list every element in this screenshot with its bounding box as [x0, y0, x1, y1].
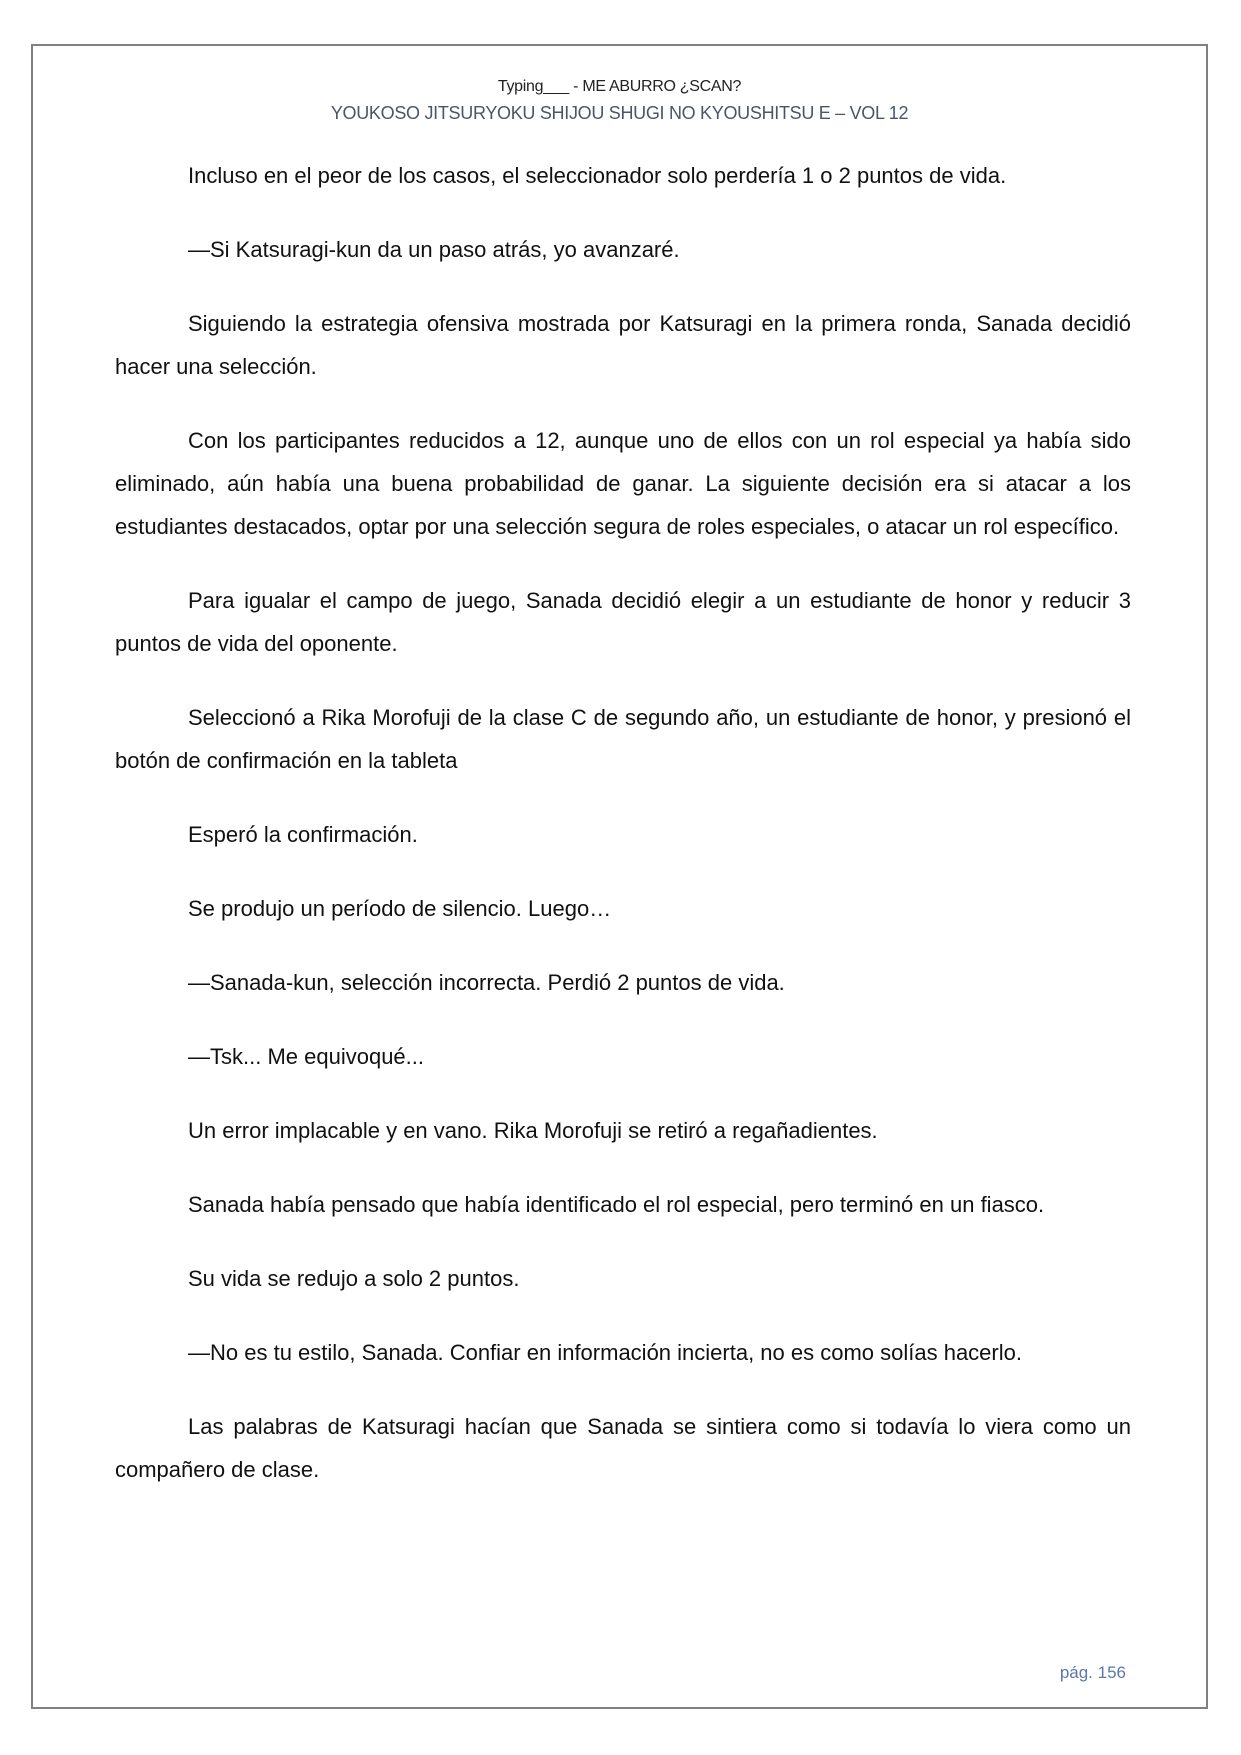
paragraph: Las palabras de Katsuragi hacían que Sanada se sintiera como si todavía lo viera como un compañero de clase. — [115, 1414, 1131, 1482]
paragraph: Siguiendo la estrategia ofensiva mostrada por Katsuragi en la primera ronda, Sanada decidió hacer una selección. — [115, 311, 1131, 379]
body-text — [115, 154, 1131, 1522]
header-credit: Typing___ - ME ABURRO ¿SCAN? — [497, 78, 742, 95]
header-title: YOUKOSO JITSURYOKU SHIJOU SHUGI NO KYOUSHITSU E – VOL 12 — [330, 103, 909, 123]
paragraph: Para igualar el campo de juego, Sanada decidió elegir a un estudiante de honor y reducir 3 puntos de vida del oponente. — [115, 588, 1131, 656]
page-number: pág. 156 — [1059, 1663, 1126, 1682]
paragraph: Un error implacable y en vano. Rika Morofuji se retiró a regañadientes. — [188, 1118, 878, 1143]
paragraph: —Si Katsuragi-kun da un paso atrás, yo avanzaré. — [188, 237, 680, 262]
document-page — [31, 44, 1208, 1709]
paragraph: Seleccionó a Rika Morofuji de la clase C de segundo año, un estudiante de honor, y presionó el botón de confirmación en la tableta — [115, 705, 1131, 773]
paragraph: Esperó la confirmación. — [188, 822, 418, 847]
paragraph: Incluso en el peor de los casos, el seleccionador solo perdería 1 o 2 puntos de vida. — [188, 163, 1007, 188]
paragraph: Sanada había pensado que había identificado el rol especial, pero terminó en un fiasco. — [188, 1192, 1045, 1217]
paragraph: —Sanada-kun, selección incorrecta. Perdió 2 puntos de vida. — [188, 970, 785, 995]
paragraph: Con los participantes reducidos a 12, aunque uno de ellos con un rol especial ya había sido eliminado, aún había una buena probabilidad de ganar. La siguiente decisión era si atacar a los estudiantes destacados, optar por una selección segura de roles especiales, o atacar un rol específico. — [115, 428, 1131, 539]
paragraph: —Tsk... Me equivoqué... — [188, 1044, 424, 1069]
paragraph: —No es tu estilo, Sanada. Confiar en información incierta, no es como solías hacerlo. — [188, 1340, 1022, 1365]
paragraph: Su vida se redujo a solo 2 puntos. — [188, 1266, 520, 1291]
paragraph: Se produjo un período de silencio. Luego… — [188, 896, 612, 921]
